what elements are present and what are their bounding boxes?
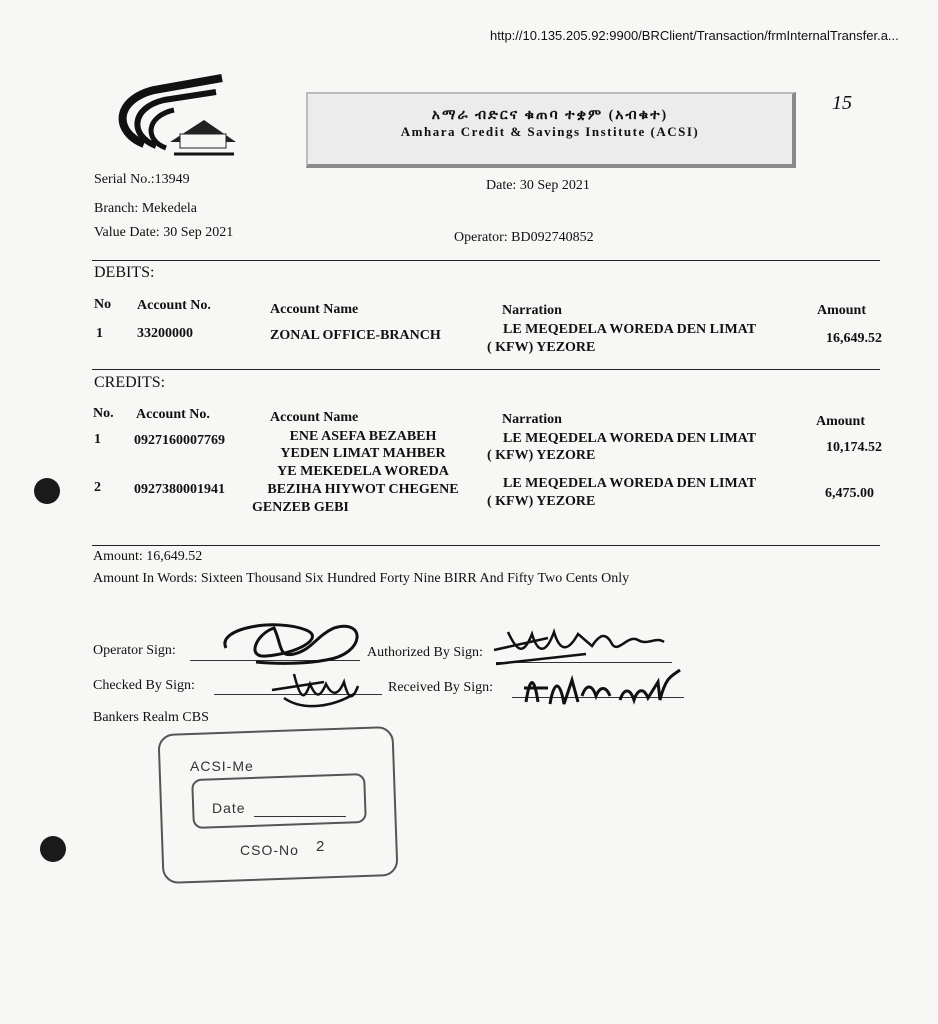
divider	[92, 545, 880, 546]
amount-in-words: Amount In Words: Sixteen Thousand Six Hundred Forty Nine BIRR And Fifty Two Cents Only	[93, 571, 630, 586]
stamp-branch-text: ACSI-Me	[190, 758, 254, 774]
system-name: Bankers Realm CBS	[93, 710, 209, 725]
credit-row-account-name-1: ENE ASEFA BEZABEH	[289, 429, 437, 444]
authorized-signature	[488, 624, 668, 672]
credit-row-narration-2: ( KFW) YEZORE	[487, 448, 596, 463]
institution-name-english: Amhara Credit & Savings Institute (ACSI)	[400, 124, 700, 139]
debit-row-amount: 16,649.52	[826, 331, 882, 346]
credits-header-account-name: Account Name	[270, 410, 359, 425]
debits-header-account-no: Account No.	[137, 298, 211, 313]
stamp-date-label: Date	[212, 800, 246, 816]
credit-row-account-name-2: BEZIHA HIYWOT CHEGENE	[267, 482, 459, 497]
debit-row-account-no: 33200000	[137, 326, 193, 341]
debits-header-account-name: Account Name	[270, 302, 359, 317]
operator: Operator: BD092740852	[454, 230, 594, 245]
checked-sign-label: Checked By Sign:	[93, 678, 195, 693]
institution-banner	[306, 92, 796, 168]
received-signature	[520, 666, 690, 712]
punch-hole-icon	[34, 478, 60, 504]
credit-row-amount: 10,174.52	[826, 440, 882, 455]
stamp-date-line	[254, 816, 346, 817]
punch-hole-icon	[40, 836, 66, 862]
credit-row-account-name-1: YE MEKEDELA WOREDA	[277, 464, 449, 479]
credit-row-no: 2	[94, 480, 101, 495]
debits-header-no: No	[94, 297, 112, 312]
credit-row-account-no: 0927160007769	[134, 433, 225, 448]
received-sign-label: Received By Sign:	[388, 680, 493, 695]
branch: Branch: Mekedela	[94, 201, 198, 216]
authorized-sign-label: Authorized By Sign:	[367, 645, 483, 660]
credits-header-narration: Narration	[502, 412, 562, 427]
handwritten-note: 15	[832, 92, 852, 114]
debits-header-narration: Narration	[502, 303, 562, 318]
serial-number: Serial No.:13949	[94, 172, 190, 187]
divider	[92, 369, 880, 370]
debits-header-amount: Amount	[817, 303, 867, 318]
credit-row-narration-1: LE MEQEDELA WOREDA DEN LIMAT	[503, 431, 757, 446]
stamp-cso-label: CSO-No	[240, 842, 299, 858]
stamp-cso-number: 2	[316, 838, 326, 855]
debits-title: DEBITS:	[94, 264, 155, 281]
total-amount: Amount: 16,649.52	[93, 549, 203, 564]
credit-row-account-name-3: GENZEB GEBI	[252, 500, 349, 515]
checked-signature	[264, 668, 364, 714]
acsi-logo-icon	[104, 72, 254, 172]
credit-row-narration-1: LE MEQEDELA WOREDA DEN LIMAT	[503, 476, 757, 491]
credit-row-no: 1	[94, 432, 101, 447]
value-date: Value Date: 30 Sep 2021	[94, 225, 234, 240]
divider	[92, 260, 880, 261]
credits-header-no: No.	[93, 406, 114, 421]
debit-row-no: 1	[96, 326, 103, 341]
credits-header-amount: Amount	[816, 414, 866, 429]
credit-row-account-name-2: YEDEN LIMAT MAHBER	[280, 446, 446, 461]
debit-row-narration-1: LE MEQEDELA WOREDA DEN LIMAT	[503, 322, 757, 337]
credits-title: CREDITS:	[94, 374, 166, 391]
page-url: http://10.135.205.92:9900/BRClient/Transaction/frmInternalTransfer.a...	[490, 28, 899, 43]
credits-header-account-no: Account No.	[136, 407, 210, 422]
credit-row-account-no: 0927380001941	[134, 482, 225, 497]
operator-signature	[216, 614, 366, 670]
credit-row-narration-2: ( KFW) YEZORE	[487, 494, 596, 509]
debit-row-narration-2: ( KFW) YEZORE	[487, 340, 596, 355]
institution-name-amharic: አማራ ብድርና ቁጠባ ተቋም (አብቁተ)	[431, 108, 669, 123]
debit-row-account-name: ZONAL OFFICE-BRANCH	[270, 328, 441, 343]
operator-sign-label: Operator Sign:	[93, 643, 176, 658]
document-date: Date: 30 Sep 2021	[486, 178, 590, 193]
credit-row-amount: 6,475.00	[825, 486, 874, 501]
